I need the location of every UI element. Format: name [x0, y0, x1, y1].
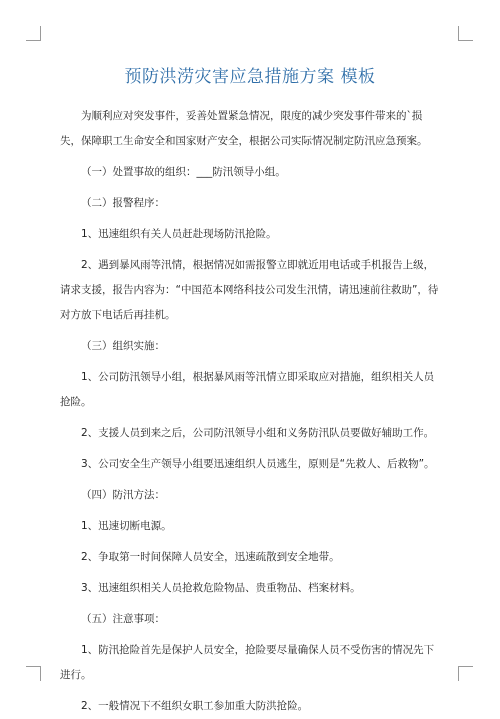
list-item: 1、防汛抢险首先是保护人员安全，抢险要尽量确保人员不受伤害的情况先下进行。	[60, 644, 435, 681]
list-item: 1、迅速组织有关人员赶赴现场防汛抢险。	[81, 228, 277, 240]
crop-mark-top-left	[26, 26, 41, 41]
list-item: 1、公司防汛领导小组，根据暴风雨等汛情立即采取应对措施，组织相关人员抢险。	[60, 371, 435, 408]
list-item: 2、一般情况下不组织女职工参加重大防洪抢险。	[81, 700, 309, 712]
crop-mark-top-right	[458, 26, 473, 41]
paragraph-intro: 为顺利应对突发事件，妥善处置紧急情况，限度的减少突发事件带来的`损失，保障职工生命安全和国家财产安全，根据公司实际情况制定防汛应急预案。	[60, 110, 428, 147]
section-heading-alarm: （二）报警程序：	[81, 197, 165, 209]
list-item: 1、迅速切断电源。	[81, 520, 172, 532]
list-item: 3、公司安全生产领导小组要迅速组织人员逃生，原则是“先救人、后救物”。	[81, 458, 435, 470]
list-item: 2、遇到暴风雨等汛情，根据情况如需报警立即就近用电话或手机报告上级，请求支援，报告内容为：“中国范本网络科技公司发生汛情，请迅速前往救助”，待对方放下电话后再挂机。	[60, 259, 439, 321]
crop-mark-bottom-left	[26, 666, 41, 681]
document-title: 预防洪涝灾害应急措施方案 模板	[124, 67, 376, 87]
section-heading-notes: （五）注意事项：	[81, 613, 165, 625]
section-heading-organization: （一）处置事故的组织：___防汛领导小组。	[81, 166, 286, 178]
section-heading-methods: （四）防汛方法：	[81, 489, 165, 501]
crop-mark-bottom-right	[458, 666, 473, 681]
section-heading-implementation: （三）组织实施：	[81, 340, 165, 352]
list-item: 2、支援人员到来之后，公司防汛领导小组和义务防汛队员要做好辅助工作。	[81, 427, 435, 439]
list-item: 3、迅速组织相关人员抢救危险物品、贵重物品、档案材料。	[81, 582, 361, 594]
list-item: 2、争取第一时间保障人员安全，迅速疏散到安全地带。	[81, 551, 340, 563]
document-body	[60, 104, 442, 719]
